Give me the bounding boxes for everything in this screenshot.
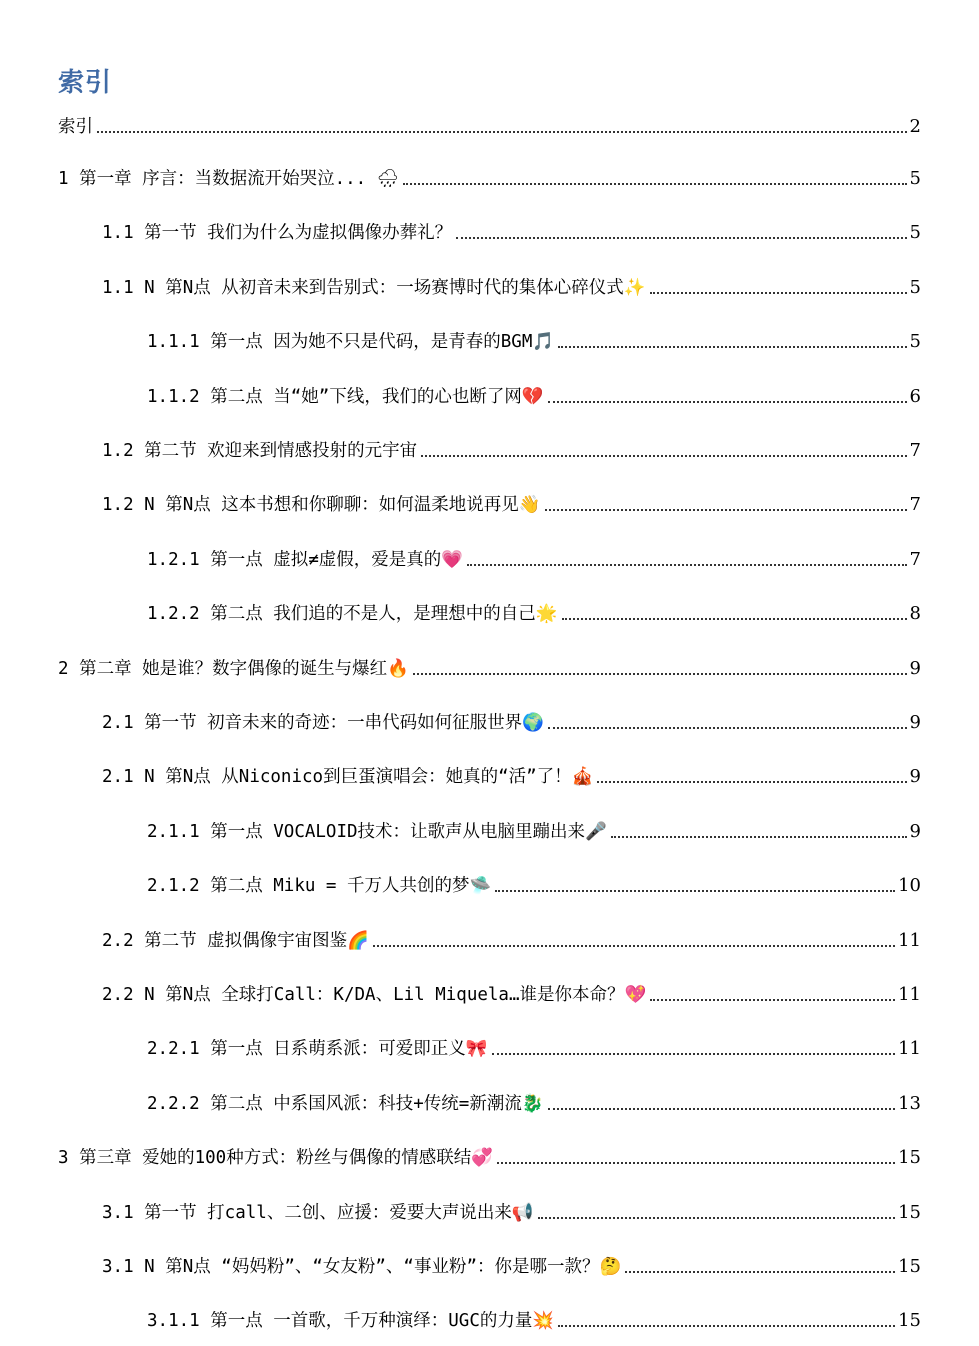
dot-leader xyxy=(558,1325,895,1327)
toc-entry-page-number: 7 xyxy=(909,440,921,461)
dot-leader xyxy=(625,1271,895,1273)
dot-leader xyxy=(548,1108,895,1110)
toc-entry-title: 2.2 第二节 虚拟偶像宇宙图鉴🌈 xyxy=(102,930,369,951)
dot-leader xyxy=(97,131,907,133)
toc-entry-page-number: 8 xyxy=(909,603,921,625)
toc-entry[interactable] xyxy=(102,486,921,516)
toc-entry-page-number: 15 xyxy=(898,1310,921,1332)
toc-entry-page-number: 5 xyxy=(909,276,921,298)
toc-entry[interactable] xyxy=(147,867,921,897)
toc-entry-page-number: 10 xyxy=(898,875,921,897)
dot-leader xyxy=(650,999,895,1001)
toc-entry-title: 2.1.1 第一点 VOCALOID技术：让歌声从电脑里蹦出来🎤 xyxy=(147,821,607,842)
toc-entry[interactable] xyxy=(147,595,921,625)
toc-entry-title: 3.1.1 第一点 一首歌，千万种演绎：UGC的力量💥 xyxy=(147,1311,555,1332)
toc-entry[interactable] xyxy=(147,1030,921,1060)
toc-entry-title: 3.1 第一节 打call、二创、应援：爱要大声说出来📢 xyxy=(102,1202,534,1223)
dot-leader xyxy=(562,618,907,620)
toc-entry[interactable] xyxy=(58,1139,921,1169)
toc-entry-title: 2.2 N 第N点 全球打Call：K/DA、Lil Miquela…谁是你本命？💖 xyxy=(102,985,647,1005)
dot-leader xyxy=(497,1162,895,1164)
toc-entry-page-number: 5 xyxy=(909,168,921,189)
toc-entry-title: 1.2.2 第二点 我们追的不是人，是理想中的自己🌟 xyxy=(147,604,558,625)
toc-entry-page-number: 15 xyxy=(898,1201,921,1223)
toc-entry-page-number: 7 xyxy=(909,548,921,570)
toc-entry[interactable] xyxy=(147,323,921,353)
toc-entry-page-number: 7 xyxy=(909,494,921,516)
toc-entry[interactable] xyxy=(102,976,921,1006)
toc-entry-title: 2.1 第一节 初音未来的奇迹：一串代码如何征服世界🌍 xyxy=(102,713,544,733)
dot-leader xyxy=(548,401,907,403)
toc-entry-title: 1.2 第二节 欢迎来到情感投射的元宇宙 xyxy=(102,441,418,461)
dot-leader xyxy=(545,509,907,511)
toc-entry[interactable] xyxy=(147,378,921,408)
toc-entry-title: 2 第二章 她是谁？数字偶像的诞生与爆红🔥 xyxy=(58,658,409,679)
dot-leader xyxy=(421,455,906,457)
toc-entry-page-number: 15 xyxy=(898,1147,921,1169)
dot-leader xyxy=(611,836,907,838)
toc-entry-page-number: 11 xyxy=(898,1038,921,1060)
toc-entry-title: 3.1 N 第N点 “妈妈粉”、“女友粉”、“事业粉”：你是哪一款？🤔 xyxy=(102,1257,622,1277)
toc-entry[interactable] xyxy=(102,269,921,299)
toc-entry[interactable] xyxy=(102,1194,921,1224)
toc-entry-title: 1.1.1 第一点 因为她不只是代码，是青春的BGM🎵 xyxy=(147,332,555,353)
toc-entry-title: 1 第一章 序言：当数据流开始哭泣... 🌧 xyxy=(58,169,399,189)
toc-entry[interactable] xyxy=(147,813,921,843)
toc-entry-page-number: 9 xyxy=(909,820,921,842)
toc-entry-page-number: 11 xyxy=(898,929,921,951)
toc-entry-page-number: 13 xyxy=(898,1092,921,1114)
toc-entry-title: 2.1 N 第N点 从Niconico到巨蛋演唱会：她真的“活”了！🎪 xyxy=(102,767,594,788)
dot-leader xyxy=(548,727,907,729)
toc-entry[interactable] xyxy=(102,1248,921,1278)
toc-entry[interactable] xyxy=(58,650,921,680)
dot-leader xyxy=(492,1053,896,1055)
dot-leader xyxy=(373,945,895,947)
toc-entry[interactable] xyxy=(147,1085,921,1115)
dot-leader xyxy=(467,564,906,566)
toc-entry-title: 1.2 N 第N点 这本书想和你聊聊：如何温柔地说再见👋 xyxy=(102,495,541,516)
toc-entry-page-number: 5 xyxy=(909,222,921,244)
toc-entry-page-number: 9 xyxy=(909,657,921,679)
toc-entry[interactable] xyxy=(58,160,921,190)
toc-entry[interactable] xyxy=(147,1302,921,1332)
dot-leader xyxy=(597,781,906,783)
toc-entry[interactable] xyxy=(147,541,921,571)
toc-entry-page-number: 2 xyxy=(909,116,921,137)
toc-entry[interactable] xyxy=(58,108,921,138)
toc-entry-title: 2.1.2 第二点 Miku = 千万人共创的梦🛸 xyxy=(147,876,492,897)
dot-leader xyxy=(413,673,907,675)
dot-leader xyxy=(650,292,907,294)
dot-leader xyxy=(538,1217,895,1219)
toc-entry-page-number: 9 xyxy=(909,766,921,788)
toc-entry-page-number: 11 xyxy=(898,984,921,1005)
dot-leader xyxy=(403,183,907,185)
dot-leader xyxy=(495,890,895,892)
toc-entry-title: 3 第三章 爱她的100种方式：粉丝与偶像的情感联结💞 xyxy=(58,1148,494,1169)
toc-entry-page-number: 15 xyxy=(898,1256,921,1277)
toc-entry-page-number: 5 xyxy=(909,331,921,353)
toc-entry-title: 1.2.1 第一点 虚拟≠虚假，爱是真的💗 xyxy=(147,549,464,570)
dot-leader xyxy=(558,346,906,348)
toc-entry-page-number: 9 xyxy=(909,712,921,733)
toc-entry[interactable] xyxy=(102,214,921,244)
toc-entry[interactable] xyxy=(102,758,921,788)
toc-entry-title: 2.2.2 第二点 中系国风派：科技+传统=新潮流🐉 xyxy=(147,1093,544,1114)
toc-entry[interactable] xyxy=(102,704,921,734)
dot-leader xyxy=(456,237,906,239)
toc-entry[interactable] xyxy=(102,432,921,462)
toc-entry-title: 索引 xyxy=(58,117,93,137)
toc-entry-title: 1.1 第一节 我们为什么为虚拟偶像办葬礼？ xyxy=(102,223,453,244)
toc-entry[interactable] xyxy=(102,922,921,952)
toc-heading: 索引 xyxy=(58,68,113,98)
toc-entry-page-number: 6 xyxy=(909,385,921,407)
toc-entry-title: 1.1 N 第N点 从初音未来到告别式：一场赛博时代的集体心碎仪式✨ xyxy=(102,277,646,298)
toc-entry-title: 2.2.1 第一点 日系萌系派：可爱即正义🎀 xyxy=(147,1039,488,1060)
toc-entry-title: 1.1.2 第二点 当“她”下线，我们的心也断了网💔 xyxy=(147,386,544,407)
